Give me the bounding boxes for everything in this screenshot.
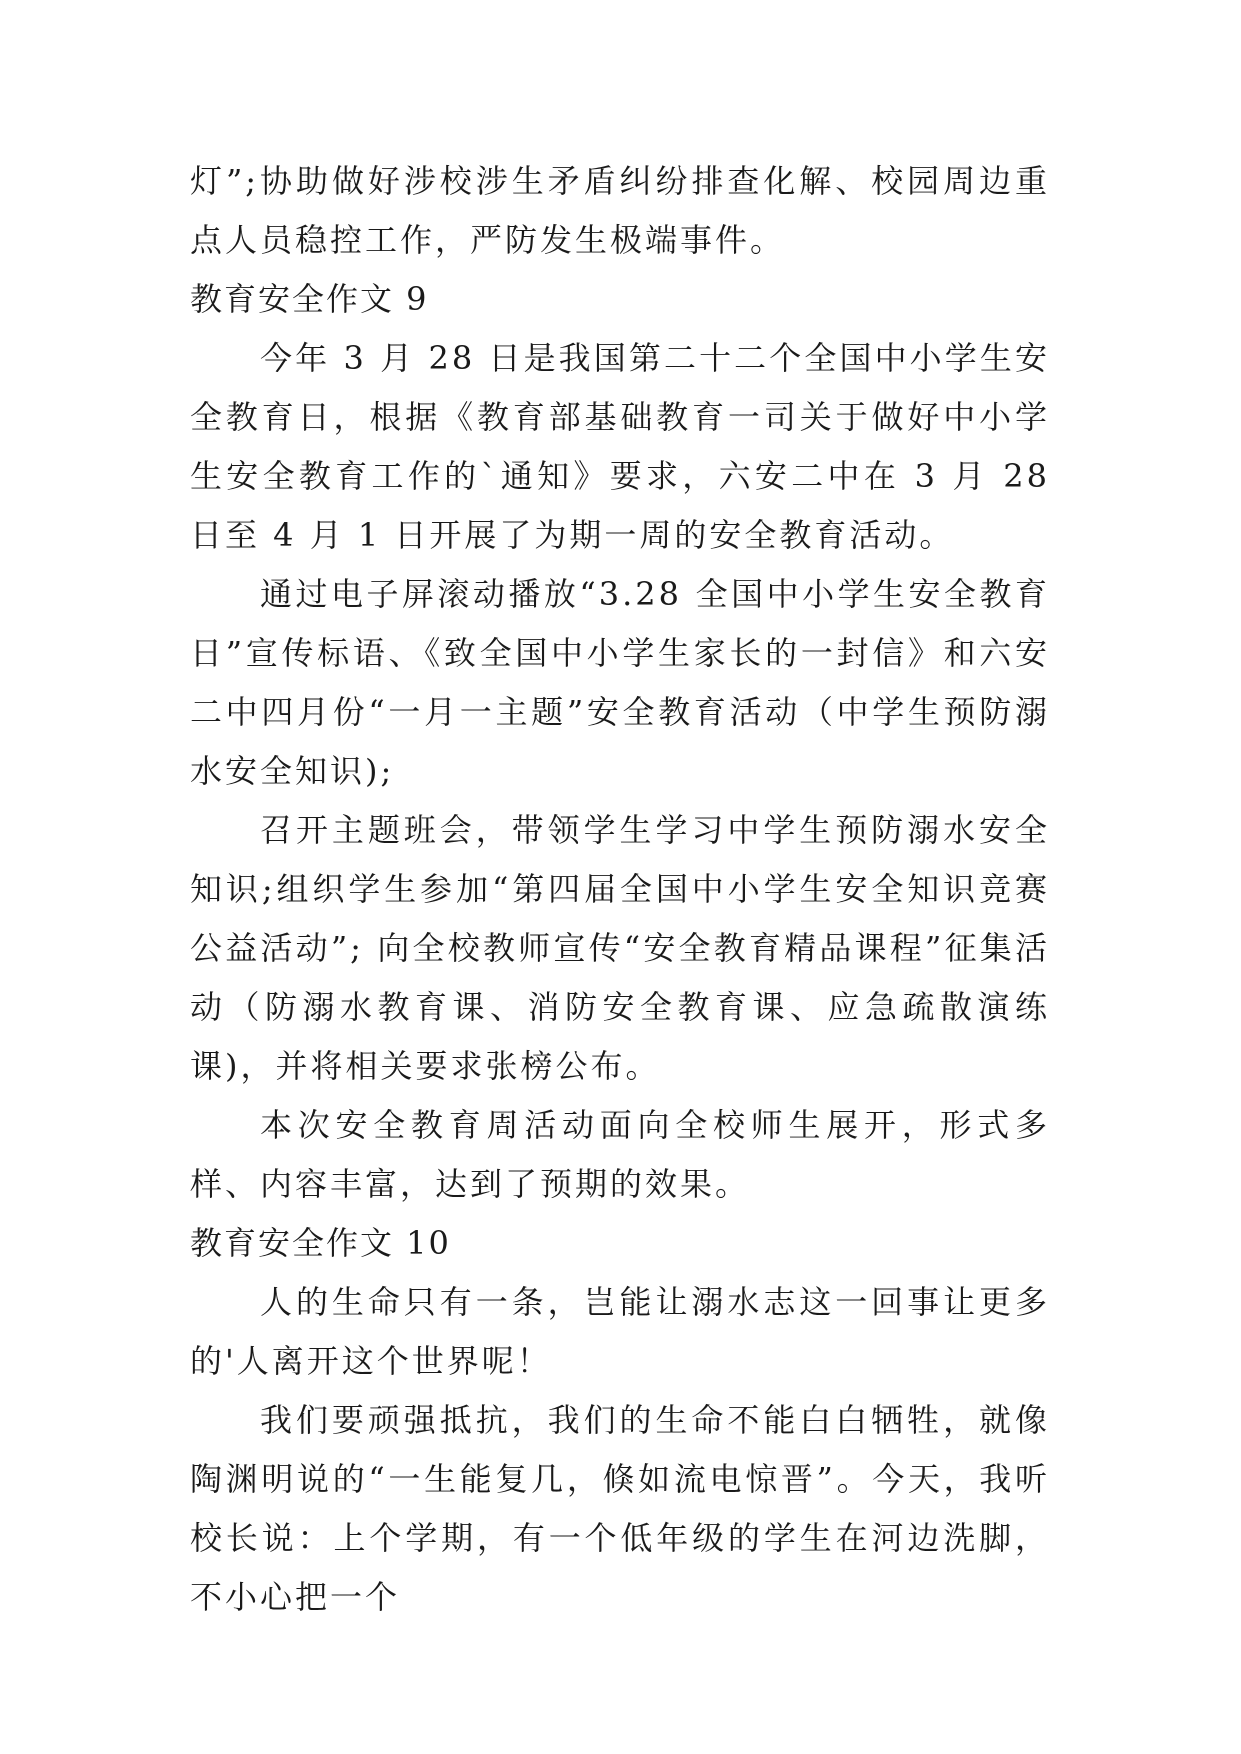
section-heading-10: 教育安全作文 10: [190, 1224, 451, 1262]
paragraph: 通过电子屏滚动播放“3.28 全国中小学生安全教育日”宣传标语、《致全国中小学生家长的一封信》和六安二中四月份“一月一主题”安全教育活动（中学生预防溺水安全知识);: [190, 575, 1050, 790]
paragraph: 人的生命只有一条，岂能让溺水志这一回事让更多的'人离开这个世界呢！: [190, 1283, 1050, 1380]
paragraph: 召开主题班会，带领学生学习中学生预防溺水安全知识;组织学生参加“第四届全国中小学生安全知识竞赛公益活动”; 向全校教师宣传“安全教育精品课程”征集活动（防溺水教育课、消防安全教育课、应急疏散演练课)，并将相关要求张榜公布。: [190, 811, 1050, 1085]
paragraph: 我们要顽强抵抗，我们的生命不能白白牺牲，就像陶渊明说的“一生能复几，倏如流电惊晋”。今天，我听校长说：上个学期，有一个低年级的学生在河边洗脚，不小心把一个: [190, 1401, 1050, 1616]
document-body: [190, 152, 1050, 1627]
paragraph: 今年 3 月 28 日是我国第二十二个全国中小学生安全教育日，根据《教育部基础教育一司关于做好中小学生安全教育工作的`通知》要求，六安二中在 3 月 28 日至 4 月 1 日开展了为期一周的安全教育活动。: [190, 339, 1050, 554]
paragraph: 本次安全教育周活动面向全校师生展开，形式多样、内容丰富，达到了预期的效果。: [190, 1106, 1050, 1203]
section-heading-9: 教育安全作文 9: [190, 280, 429, 318]
paragraph-continued: 灯”;协助做好涉校涉生矛盾纠纷排查化解、校园周边重点人员稳控工作，严防发生极端事件。: [190, 162, 1050, 259]
